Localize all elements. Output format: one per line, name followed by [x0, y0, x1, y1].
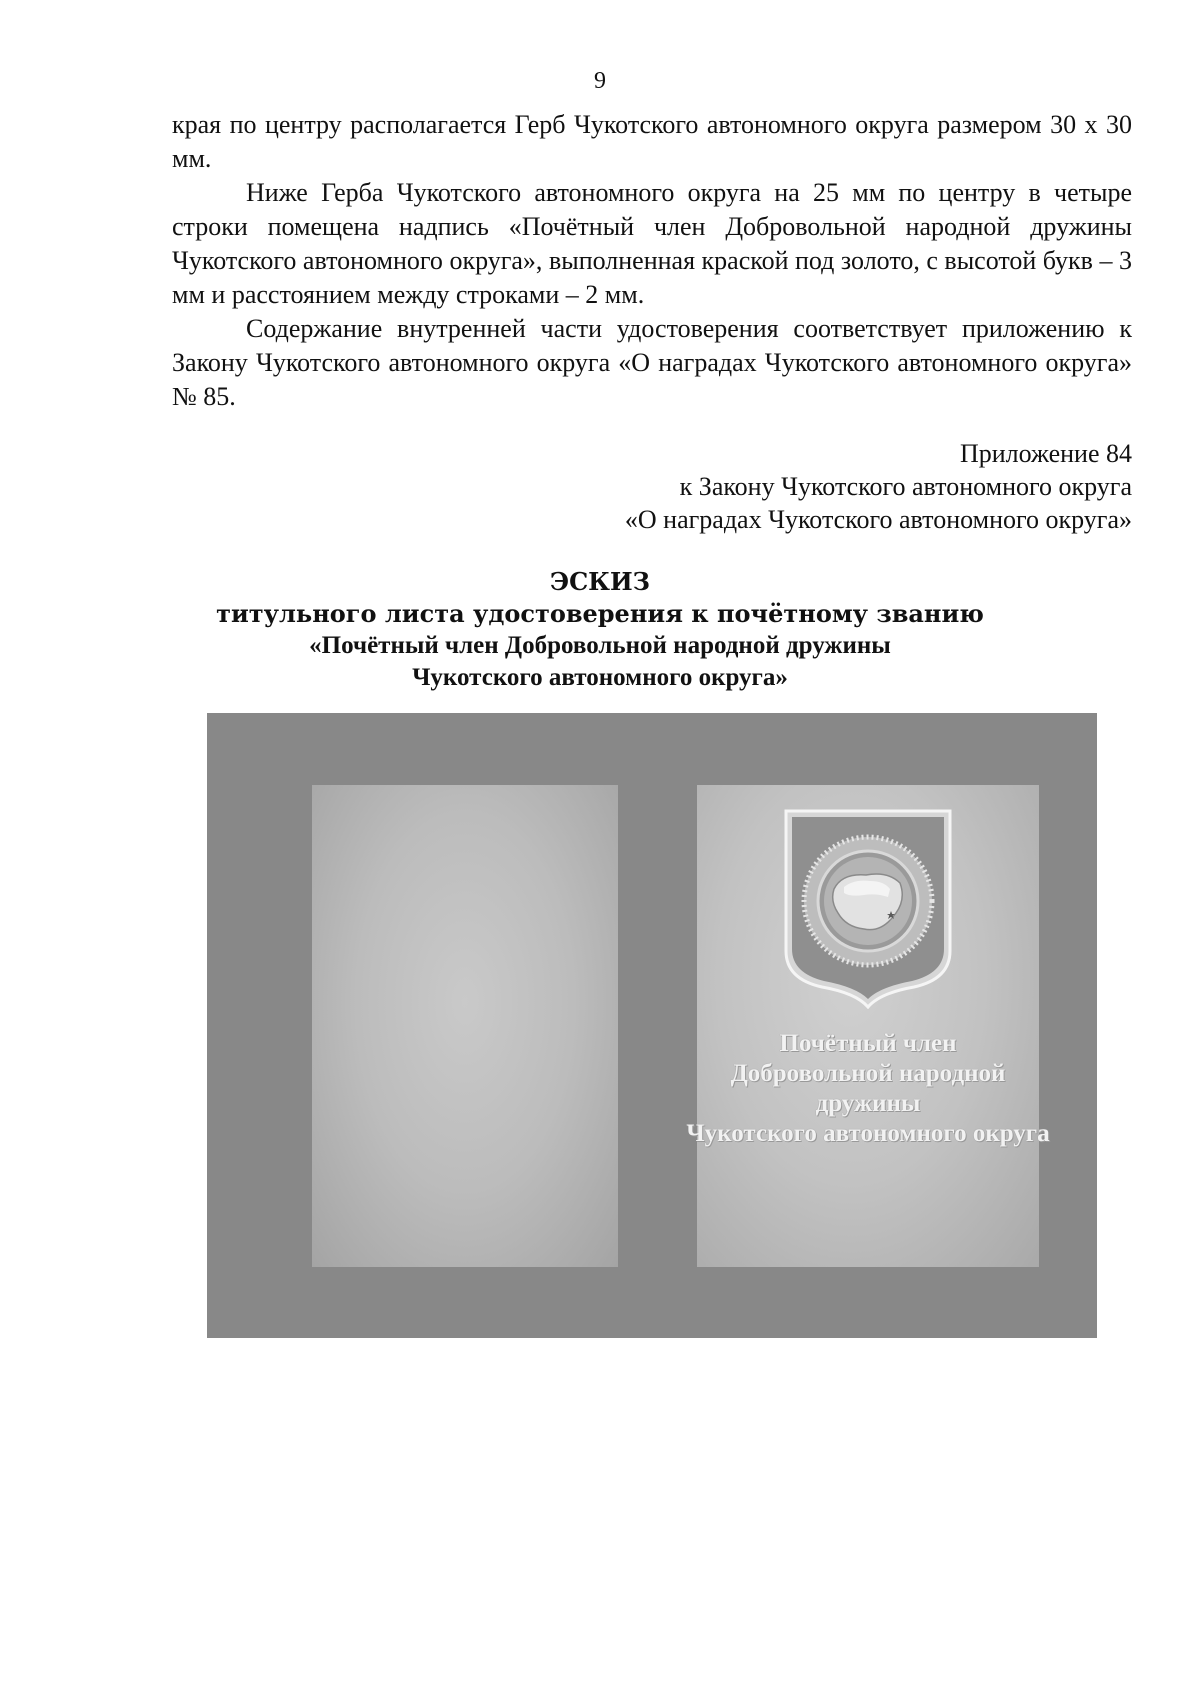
cover-front-panel [686, 785, 1050, 1267]
appendix-number: Приложение 84 [959, 439, 1132, 468]
appendix-law-title: «О наградах Чукотского автономного округа» [624, 505, 1132, 534]
sketch-subtitle-line2: «Почётный член Добровольной народной дружины [309, 632, 891, 659]
paragraph-inner-content: Содержание внутренней части удостоверения соответствует приложению к Закону Чукотского автономного округа «О наградах Чукотского автономного округа» № 85. [172, 314, 1132, 411]
sketch-subtitle-line1: титульного листа удостоверения к почётному званию [216, 599, 984, 628]
cover-title-line1: Почётный член [779, 1030, 957, 1057]
paragraph-inscription: Ниже Герба Чукотского автономного округа на 25 мм по центру в четыре строки помещена надпись «Почётный член Добровольной народной дружины Чукотского автономного округа», выполненная краской под золото, с высотой букв – 3 мм и расстоянием между строками – 2 мм. [172, 178, 1132, 309]
cover-title [677, 1029, 1059, 1149]
sketch-subtitle-line3: Чукотского автономного округа» [412, 664, 788, 691]
appendix-reference [625, 437, 1132, 536]
appendix-law: к Закону Чукотского автономного округа [679, 472, 1132, 501]
certificate-cover [207, 713, 1097, 1338]
cover-title-line3: дружины [815, 1090, 921, 1117]
cover-title-line2: Добровольной народной [730, 1060, 1006, 1087]
cover-title-line4: Чукотского автономного округа [686, 1120, 1050, 1147]
body-text [172, 108, 1132, 414]
page-number: 9 [594, 68, 606, 94]
paragraph-coat-of-arms-size: края по центру располагается Герб Чукотского автономного округа размером 30 х 30 мм. [172, 110, 1132, 173]
sketch-heading [0, 566, 1200, 694]
sketch-title: ЭСКИЗ [549, 567, 650, 596]
coat-of-arms-icon [784, 809, 952, 1009]
cover-back-panel [312, 785, 618, 1267]
